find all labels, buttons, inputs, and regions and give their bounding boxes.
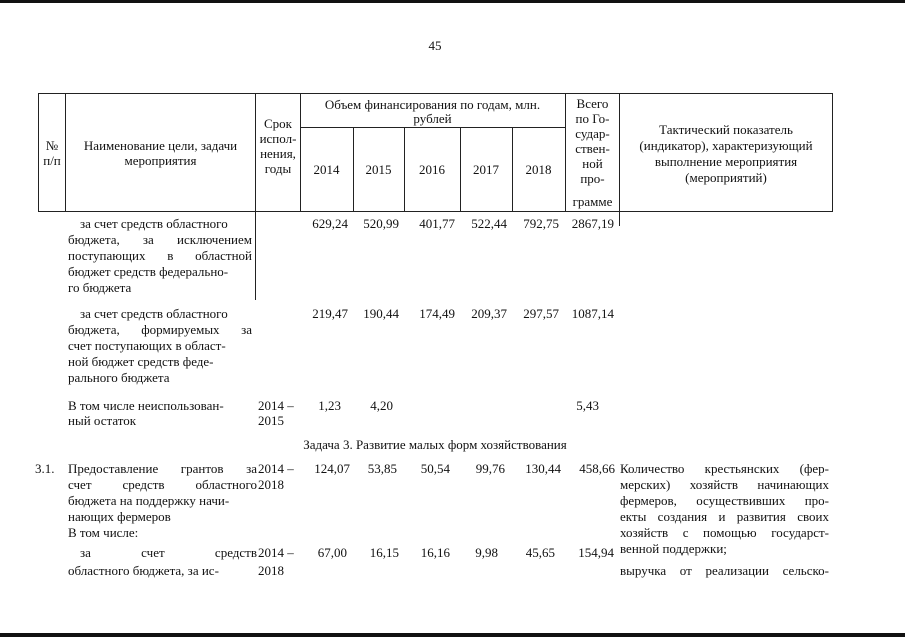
cell-2015: 53,85 [367,461,397,476]
cell-2018: 130,44 [525,461,561,476]
cell-2014: 629,24 [312,216,348,231]
header-year-2015: 2015 [365,162,392,177]
task-heading: Задача 3. Развитие малых форм хозяйствования [303,437,567,452]
cell-2015: 4,20 [370,398,393,413]
row-num: 3.1. [35,461,55,476]
body-divider-indicator [619,212,620,226]
page-number: 45 [428,38,442,53]
cell-2016: 174,49 [419,306,455,321]
cell-2016: 16,16 [420,545,450,560]
header-bottom-line [38,211,833,212]
cell-2016: 50,54 [420,461,450,476]
cell-2018: 45,65 [525,545,555,560]
including-label: В том числе: [68,525,139,540]
table-right-line [832,93,833,212]
cell-total: 154,94 [578,545,614,560]
cell-2017: 522,44 [471,216,507,231]
cell-2014: 67,00 [317,545,347,560]
cell-2017: 9,98 [475,545,498,560]
cell-2014: 219,47 [312,306,348,321]
cell-2015: 520,99 [363,216,399,231]
funding-subheader-line [300,127,566,128]
cell-total: 5,43 [576,398,599,413]
cell-total: 1087,14 [571,306,614,321]
header-year-2014: 2014 [313,162,340,177]
cell-2015: 16,15 [369,545,399,560]
cell-2015: 190,44 [363,306,399,321]
cell-total: 2867,19 [571,216,614,231]
table-top-line [38,93,833,94]
bottom-border [0,633,905,637]
cell-2014: 1,23 [318,398,341,413]
top-border [0,0,905,3]
cell-2018: 792,75 [523,216,559,231]
cell-2016: 401,77 [419,216,455,231]
cell-2017: 209,37 [471,306,507,321]
body-divider-name [255,212,256,300]
header-year-2016: 2016 [419,162,445,177]
cell-2017: 99,76 [475,461,505,476]
cell-total: 458,66 [579,461,615,476]
cell-2014: 124,07 [314,461,350,476]
cell-2018: 297,57 [523,306,559,321]
header-year-2017: 2017 [473,162,499,177]
header-year-2018: 2018 [525,162,552,177]
